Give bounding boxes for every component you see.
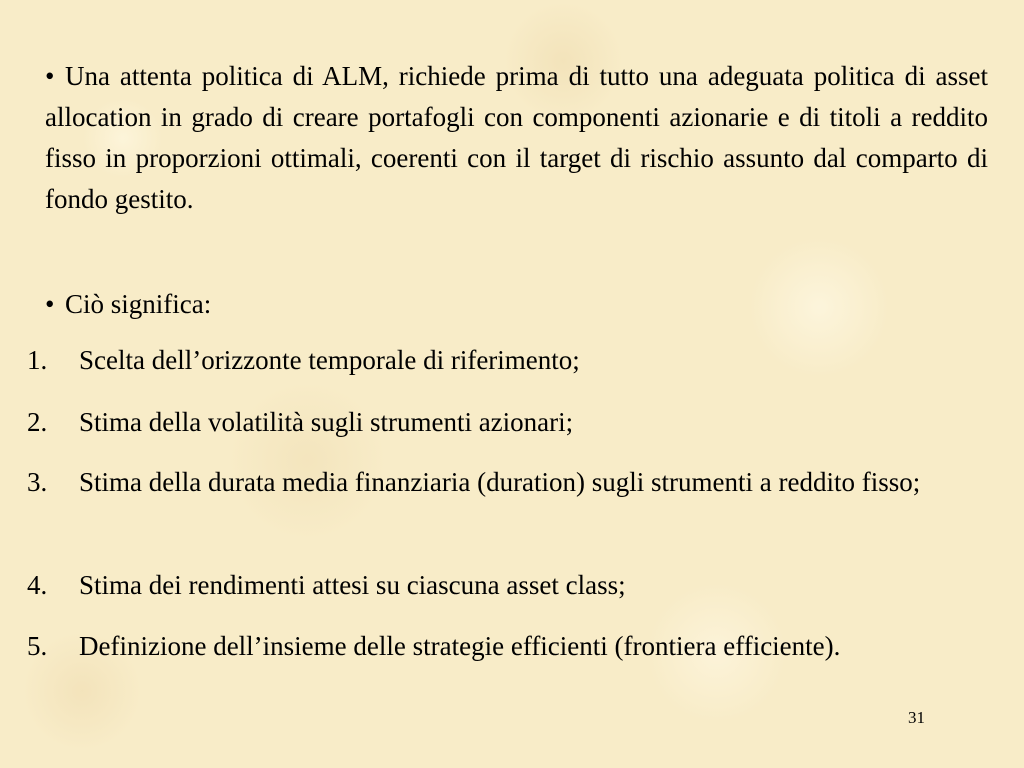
list-number: 2.: [27, 407, 48, 437]
list-number: 4.: [27, 570, 48, 600]
bullet-text: Ciò significa:: [65, 289, 212, 319]
bullet-paragraph-alm: [45, 56, 988, 220]
bullet-paragraph-meaning: [45, 284, 988, 325]
list-item: [27, 626, 996, 667]
bullet-marker: •: [45, 289, 55, 319]
list-number: 3.: [27, 467, 48, 497]
list-item: [27, 565, 996, 606]
list-item: [27, 402, 996, 443]
list-number: 1.: [27, 345, 48, 375]
list-text: Definizione dell’insieme delle strategie efficienti (frontiera efficiente).: [79, 631, 841, 661]
list-text: Stima dei rendimenti attesi su ciascuna asset class;: [79, 570, 626, 600]
list-number: 5.: [27, 631, 48, 661]
bullet-marker: •: [45, 61, 55, 91]
list-text: Stima della durata media finanziaria (duration) sugli strumenti a reddito fisso;: [79, 467, 921, 497]
list-text: Stima della volatilità sugli strumenti azionari;: [79, 407, 574, 437]
page-number: 31: [908, 708, 925, 727]
list-item: [27, 340, 996, 381]
list-item: [27, 462, 996, 503]
list-text: Scelta dell’orizzonte temporale di riferimento;: [79, 345, 580, 375]
bullet-text: Una attenta politica di ALM, richiede prima di tutto una adeguata politica di asset allocation in grado di creare portafogli con componenti azionarie e di titoli a reddito fisso in proporzioni ottimali, coerenti con il target di rischio assunto dal comparto di fondo gestito.: [45, 61, 988, 214]
